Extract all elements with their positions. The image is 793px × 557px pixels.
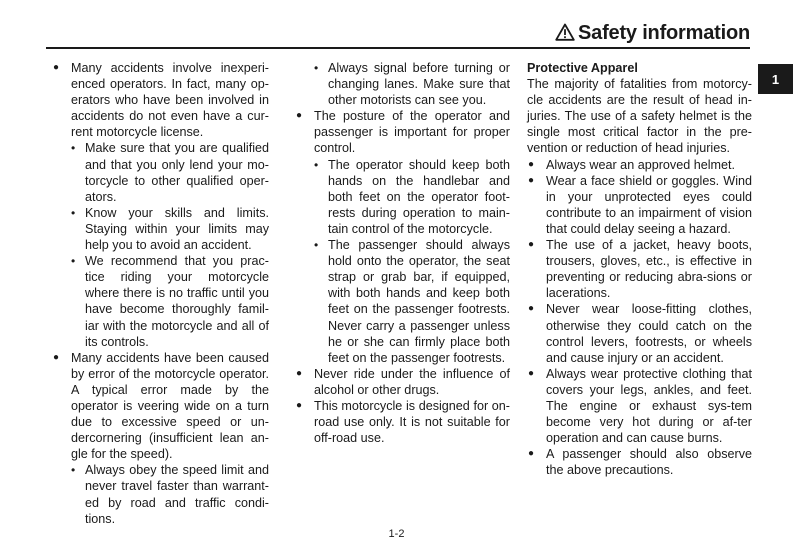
section-title: Safety information	[578, 22, 750, 44]
sub-list-item: • We recommend that you prac-tice riding your motorcycle where there is no traffic until you have become thoroughly famil-iar with the motorcycle and all of its controls.	[52, 253, 269, 350]
list-item: ● Never wear loose-fitting clothes, otherwise they could catch on the control levers, footrests, or wheels and cause injury or an accident.	[527, 301, 752, 365]
sub-list-item: • Always signal before turning or changing lanes. Make sure that other motorists can see you.	[295, 60, 510, 108]
sub-list-item: • The operator should keep both hands on the handlebar and both feet on the operator foot-rests during operation to main-tain control of the motorcycle.	[295, 157, 510, 237]
list-item: ● Many accidents have been caused by error of the motorcycle operator. A typical error made by the operator is veering wide on a turn due to excessive speed or un-dercornering (insufficient lean an-gle for the speed).	[52, 350, 269, 463]
list-item: ● Wear a face shield or goggles. Wind in your unprotected eyes could contribute to an impairment of vision that could delay seeing a hazard.	[527, 173, 752, 237]
sub-list-item: • Always obey the speed limit and never travel faster than warrant-ed by road and traffic condi-tions.	[52, 462, 269, 526]
list-item: ● Never ride under the influence of alcohol or other drugs.	[295, 366, 510, 398]
chapter-tab: 1	[758, 64, 793, 94]
paragraph: The majority of fatalities from motorcy-cle accidents are the result of head in-juries. The use of a safety helmet is the single most critical factor in the pre-vention or reduction of head injuries.	[527, 77, 752, 156]
warning-triangle-icon	[555, 23, 575, 41]
header-rule	[46, 47, 750, 49]
column-2	[295, 60, 510, 446]
list-item: ● A passenger should also observe the above precautions.	[527, 446, 752, 478]
page-number: 1-2	[388, 528, 405, 540]
sub-list-item: • Make sure that you are qualified and that you only lend your mo-torcycle to other qualified oper-ators.	[52, 140, 269, 204]
section-header	[555, 22, 750, 45]
list-item: ● Always wear protective clothing that covers your legs, ankles, and feet. The engine or exhaust sys-tem become very hot during or af-ter operation and can cause burns.	[527, 366, 752, 446]
list-item: ● The posture of the operator and passenger is important for proper control.	[295, 108, 510, 156]
subsection-heading: Protective Apparel	[527, 61, 638, 75]
sub-list-item: • Know your skills and limits. Staying within your limits may help you to avoid an accident.	[52, 205, 269, 253]
column-3	[527, 60, 752, 478]
list-item: ● The use of a jacket, heavy boots, trousers, gloves, etc., is effective in preventing or reducing abra-sions or lacerations.	[527, 237, 752, 301]
list-item: ● Always wear an approved helmet.	[527, 157, 752, 173]
column-1	[52, 60, 269, 527]
sub-list-item: • The passenger should always hold onto the operator, the seat strap or grab bar, if equipped, with both hands and keep both feet on the passenger footrests. Never carry a passenger unless he or she can firmly place both feet on the passenger footrests.	[295, 237, 510, 366]
list-item: ● This motorcycle is designed for on-road use only. It is not suitable for off-road use.	[295, 398, 510, 446]
list-item: ● Many accidents involve inexperi-enced operators. In fact, many op-erators who have been involved in accidents do not even have a cur-rent motorcycle license.	[52, 60, 269, 140]
